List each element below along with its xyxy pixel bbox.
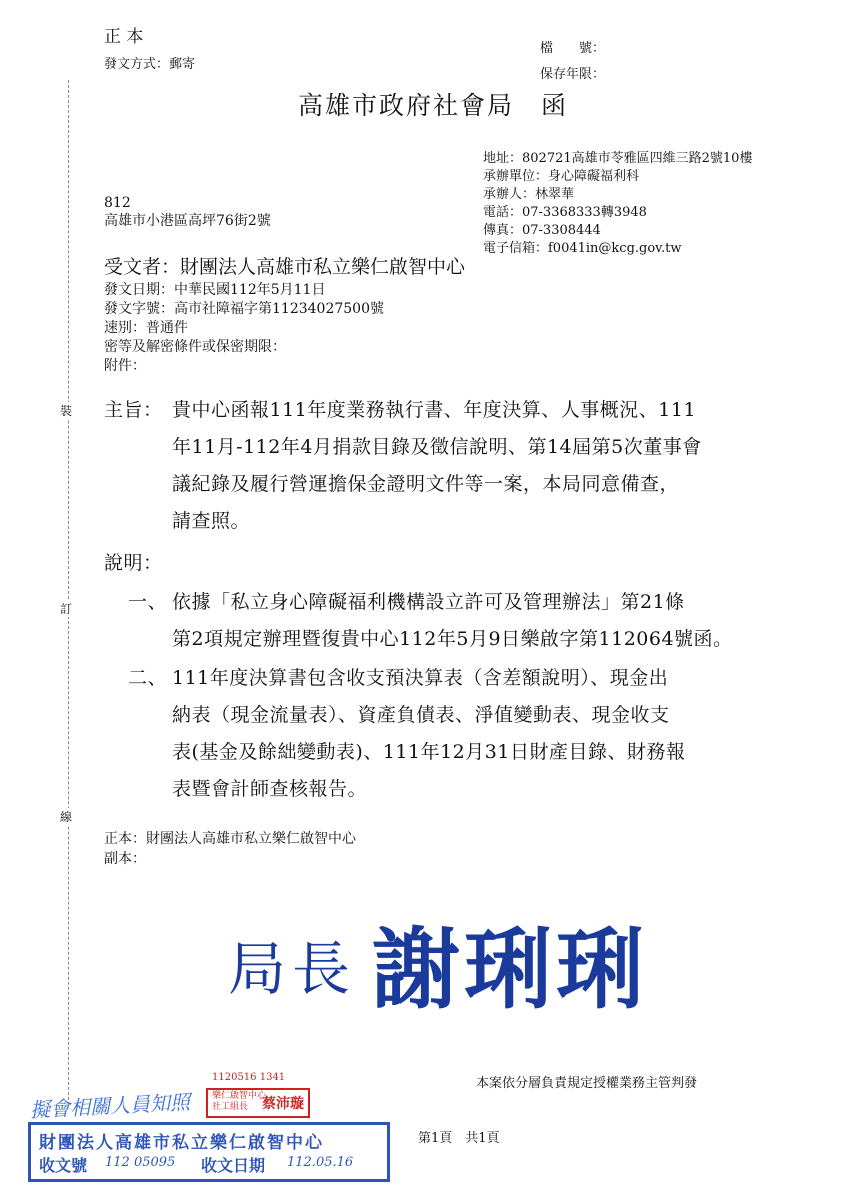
recipient-address: 高雄市小港區高坪76街2號: [104, 213, 271, 229]
retention-period: 保存年限：: [540, 67, 606, 82]
contact-email: 電子信箱：f0041in@kcg.gov.tw: [483, 241, 682, 256]
item-number: 二、: [128, 667, 168, 689]
recipient-zip: 812: [104, 195, 131, 211]
subject-line: 貴中心函報111年度業務執行書、年度決算、人事概況、111: [172, 399, 697, 421]
item-line: 第2項規定辦理暨復貴中心112年5月9日樂啟字第112064號函。: [172, 628, 733, 650]
receipt-no: 112 05095: [105, 1155, 176, 1170]
staff-stamp: [206, 1088, 310, 1118]
handwritten-note: 擬會相關人員知照: [29, 1089, 191, 1123]
original-recipient: 正本：財團法人高雄市私立樂仁啟智中心: [104, 831, 356, 847]
receipt-date-label: 收文日期: [201, 1156, 266, 1175]
page-title: 高雄市政府社會局 函: [298, 91, 569, 120]
receipt-date: 112.05.16: [287, 1155, 354, 1170]
file-number: 檔 號：: [540, 41, 606, 56]
subject-text: [172, 392, 702, 540]
binding-mark-1: 裝: [60, 404, 73, 418]
explanation-label: 說明：: [104, 552, 163, 574]
subject-line: 請查照。: [172, 510, 251, 532]
doc-number: 發文字號：高市社障福字第11234027500號: [104, 301, 384, 317]
page-number: 第1頁 共1頁: [418, 1131, 500, 1146]
security-level: 密等及解密條件或保密期限：: [104, 339, 286, 355]
contact-fax: 傳真：07-3308444: [483, 223, 601, 238]
signature-name: 謝琍琍: [372, 917, 649, 1021]
subject-label: 主旨：: [104, 399, 163, 421]
item-line: 納表（現金流量表）、資產負債表、淨值變動表、現金收支: [172, 704, 670, 726]
contact-address: 地址：802721高雄市苓雅區四維三路2號10樓: [483, 151, 753, 166]
signature-title: 局長: [228, 935, 357, 1003]
contact-unit: 承辦單位：身心障礙福利科: [483, 169, 640, 184]
authorization-note: 本案依分層負責規定授權業務主管判發: [476, 1076, 698, 1091]
item-line: 依據「私立身心障礙福利機構設立許可及管理辦法」第21條: [172, 591, 685, 613]
binding-mark-2: 訂: [60, 602, 73, 616]
explanation-item-2: [172, 660, 685, 808]
binding-line: [68, 80, 69, 1100]
meta-block: [104, 281, 384, 376]
contact-officer: 承辦人：林翠華: [483, 187, 575, 202]
issue-date: 發文日期：中華民國112年5月11日: [104, 282, 326, 298]
copy-recipient: 副本：: [104, 851, 146, 867]
staff-stamp-name: 蔡沛璇: [262, 1096, 304, 1112]
contact-block: [483, 150, 752, 258]
binding-mark-3: 線: [60, 810, 73, 824]
staff-stamp-role: 社工組長: [212, 1102, 249, 1112]
subject-line: 議紀錄及履行營運擔保金證明文件等一案，本局同意備查，: [172, 473, 680, 495]
subject-line: 年11月-112年4月捐款目錄及徵信說明、第14屆第5次董事會: [172, 436, 702, 458]
staff-stamp-org: 樂仁啟智中心: [212, 1091, 267, 1101]
contact-phone: 電話：07-3368333轉3948: [483, 205, 647, 220]
handwritten-time: 1120516 1341: [212, 1072, 286, 1083]
item-line: 表(基金及餘絀變動表)、111年12月31日財產目錄、財務報: [172, 741, 686, 763]
send-method: 發文方式：郵寄: [104, 57, 196, 72]
receipt-org: 財團法人高雄市私立樂仁啟智中心: [39, 1133, 324, 1153]
receipt-stamp: [28, 1122, 390, 1182]
addressee: 受文者：財團法人高雄市私立樂仁啟智中心: [104, 256, 466, 278]
receipt-no-label: 收文號: [39, 1156, 88, 1175]
item-line: 111年度決算書包含收支預決算表（含差額說明）、現金出: [172, 667, 669, 689]
explanation-item-1: [172, 584, 733, 658]
speed: 速別：普通件: [104, 320, 188, 336]
item-line: 表暨會計師查核報告。: [172, 778, 368, 800]
item-number: 一、: [128, 591, 168, 613]
attachment: 附件：: [104, 358, 146, 374]
copy-type: 正 本: [104, 27, 144, 47]
